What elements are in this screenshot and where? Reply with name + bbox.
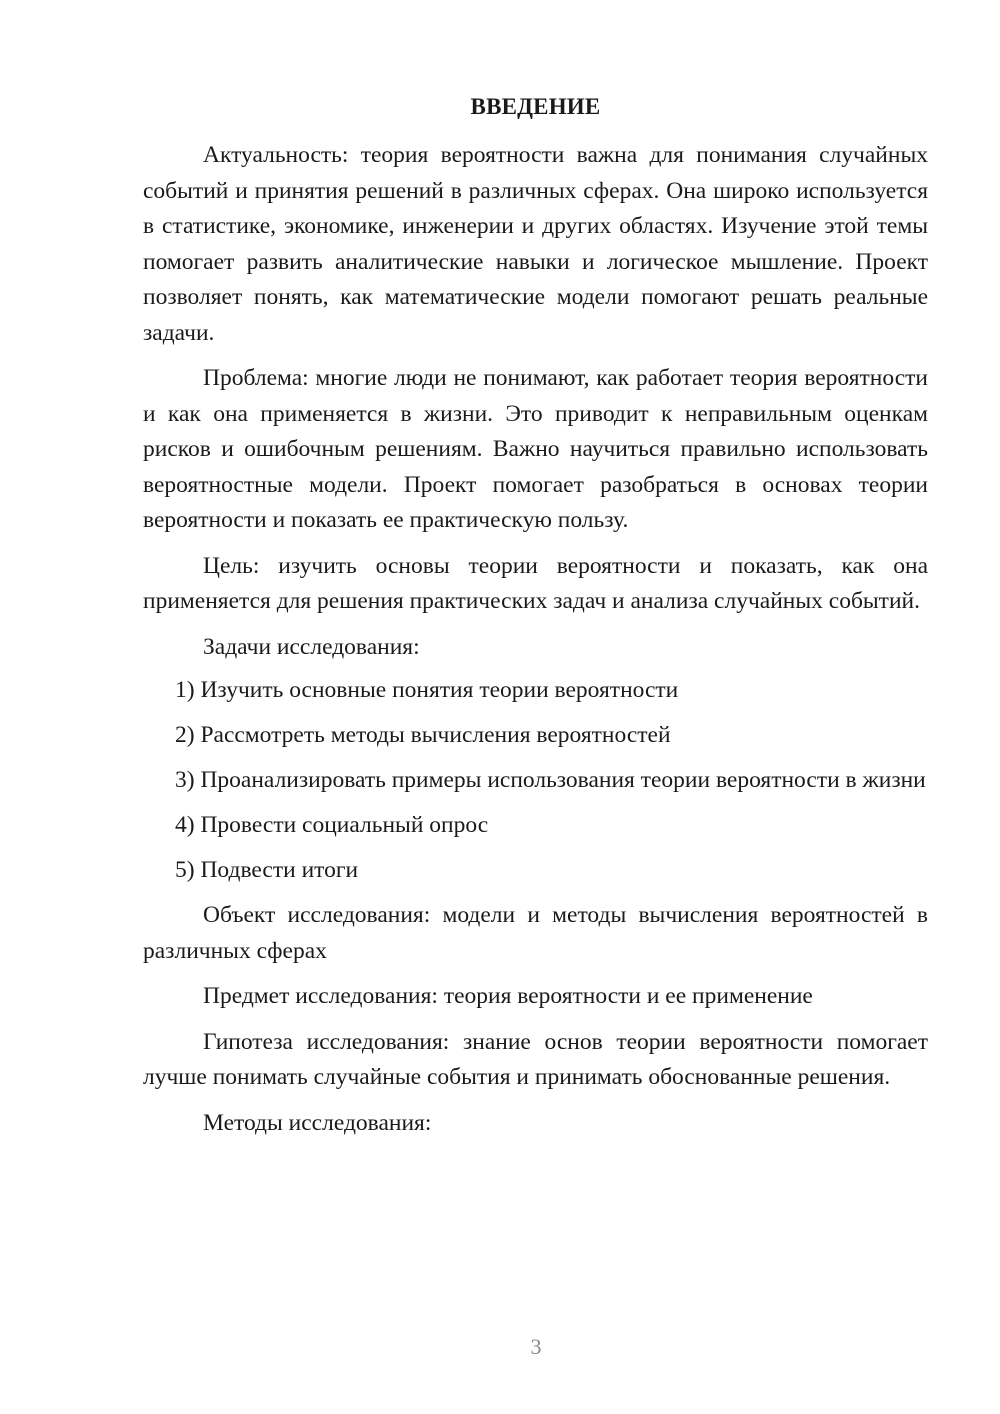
- paragraph-object: Объект исследования: модели и методы вычисления вероятностей в различных сферах: [143, 902, 928, 964]
- list-item: 3) Проанализировать примеры использования теории вероятности в жизни: [175, 767, 926, 793]
- paragraph-goal: Цель: изучить основы теории вероятности и показать, как она применяется для решения практических задач и анализа случайных событий.: [143, 552, 928, 614]
- document-body: [143, 94, 928, 1151]
- tasks-list: [143, 673, 928, 888]
- paragraph-methods: Методы исследования:: [203, 1109, 432, 1136]
- paragraph-tasks-heading: Задачи исследования:: [203, 633, 420, 660]
- paragraph-problem: Проблема: многие люди не понимают, как работает теория вероятности и как она применяется в жизни. Это приводит к неправильным оценкам рисков и ошибочным решениям. Важно научиться правильно использовать вероятностные модели. Проект помогает разобраться в основах теории вероятности и показать ее практическую пользу.: [143, 365, 928, 533]
- paragraph-hypothesis: Гипотеза исследования: знание основ теории вероятности помогает лучше понимать случайные события и принимать обоснованные решения.: [143, 1028, 928, 1090]
- list-item: 2) Рассмотреть методы вычисления вероятностей: [175, 722, 671, 748]
- paragraph-subject: Предмет исследования: теория вероятности и ее применение: [203, 983, 813, 1009]
- page-number: 3: [530, 1334, 542, 1359]
- list-item: 1) Изучить основные понятия теории вероятности: [175, 677, 679, 703]
- list-item: 4) Провести социальный опрос: [175, 812, 489, 838]
- list-item: 5) Подвести итоги: [175, 857, 359, 883]
- section-title: ВВЕДЕНИЕ: [470, 94, 601, 119]
- paragraph-relevance: Актуальность: теория вероятности важна для понимания случайных событий и принятия решений в различных сферах. Она широко используется в статистике, экономике, инженерии и других областях. Изучение этой темы помогает развить аналитические навыки и логическое мышление. Проект позволяет понять, как математические модели помогают решать реальные задачи.: [143, 142, 928, 346]
